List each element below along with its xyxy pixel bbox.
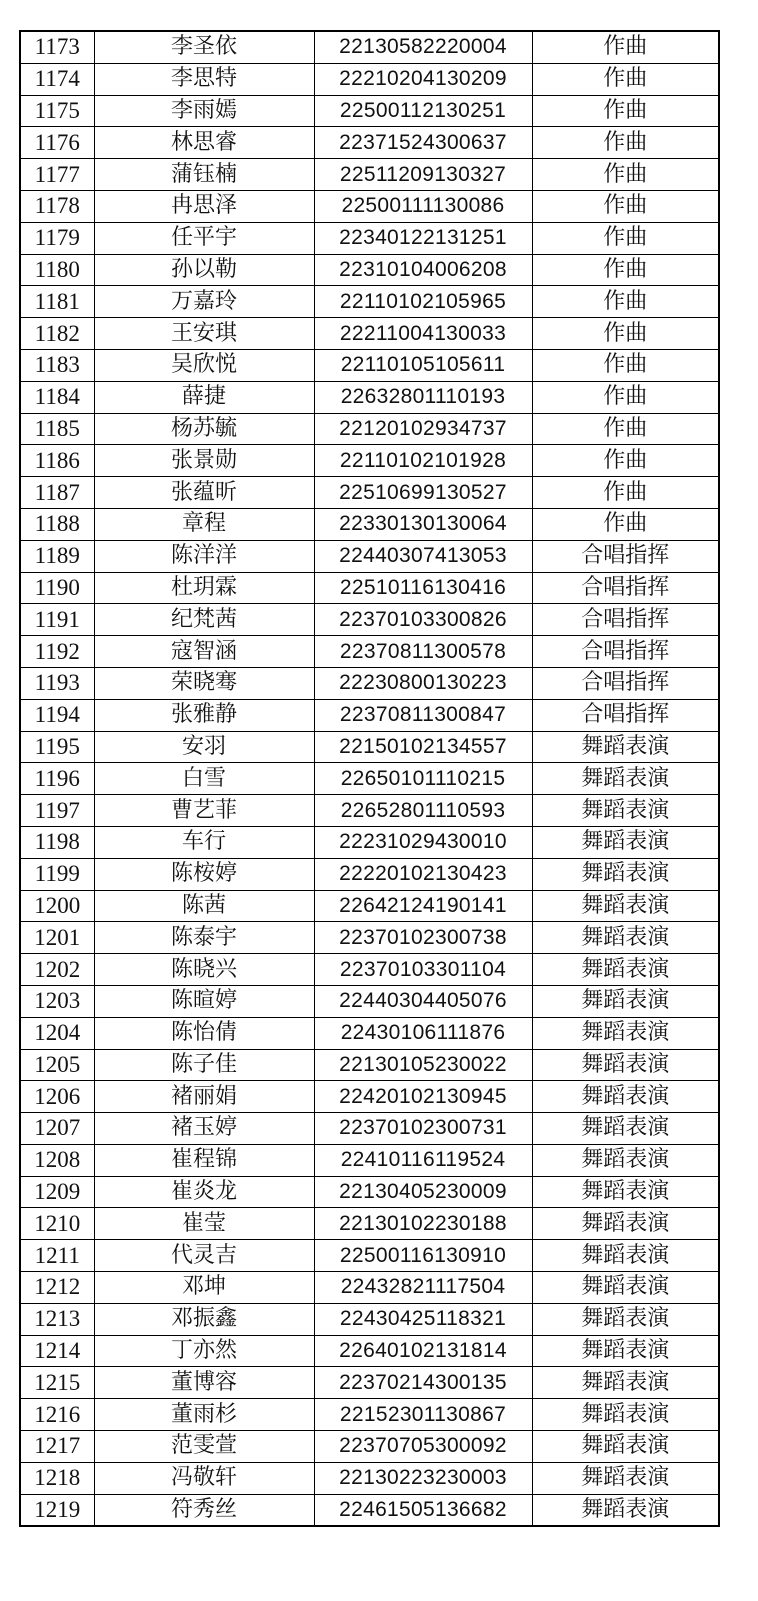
table-row (20, 381, 719, 413)
major-cell: 舞蹈表演 (532, 731, 719, 763)
student-name-cell: 陈暄婷 (94, 985, 314, 1017)
student-name-cell: 陈泰宇 (94, 922, 314, 954)
major-cell: 舞蹈表演 (532, 1494, 719, 1526)
row-number-cell: 1202 (20, 954, 94, 986)
table-row (20, 63, 719, 95)
row-number-cell: 1188 (20, 508, 94, 540)
exam-number-cell: 22310104006208 (314, 254, 532, 286)
table-row (20, 858, 719, 890)
major-cell: 作曲 (532, 477, 719, 509)
row-number-cell: 1200 (20, 890, 94, 922)
table-row (20, 1240, 719, 1272)
student-name-cell: 代灵吉 (94, 1240, 314, 1272)
student-name-cell: 陈茜 (94, 890, 314, 922)
major-cell: 作曲 (532, 508, 719, 540)
table-row (20, 1208, 719, 1240)
student-name-cell: 杜玥霖 (94, 572, 314, 604)
student-name-cell: 白雪 (94, 763, 314, 795)
row-number-cell: 1208 (20, 1144, 94, 1176)
exam-number-cell: 22370102300738 (314, 922, 532, 954)
row-number-cell: 1211 (20, 1240, 94, 1272)
exam-number-cell: 22230800130223 (314, 667, 532, 699)
table-row (20, 540, 719, 572)
table-row (20, 954, 719, 986)
row-number-cell: 1204 (20, 1017, 94, 1049)
table-row (20, 1113, 719, 1145)
student-name-cell: 邓振鑫 (94, 1303, 314, 1335)
major-cell: 作曲 (532, 254, 719, 286)
exam-number-cell: 22211004130033 (314, 318, 532, 350)
table-row (20, 413, 719, 445)
student-name-cell: 吴欣悦 (94, 349, 314, 381)
table-row (20, 318, 719, 350)
exam-number-cell: 22220102130423 (314, 858, 532, 890)
major-cell: 舞蹈表演 (532, 763, 719, 795)
major-cell: 作曲 (532, 349, 719, 381)
table-row (20, 636, 719, 668)
major-cell: 舞蹈表演 (532, 1208, 719, 1240)
exam-number-cell: 22231029430010 (314, 826, 532, 858)
student-name-cell: 张景勋 (94, 445, 314, 477)
major-cell: 舞蹈表演 (532, 858, 719, 890)
major-cell: 作曲 (532, 222, 719, 254)
student-name-cell: 崔程锦 (94, 1144, 314, 1176)
exam-number-cell: 22500111130086 (314, 190, 532, 222)
student-name-cell: 张雅静 (94, 699, 314, 731)
exam-number-cell: 22430425118321 (314, 1303, 532, 1335)
row-number-cell: 1196 (20, 763, 94, 795)
row-number-cell: 1195 (20, 731, 94, 763)
exam-number-cell: 22432821117504 (314, 1272, 532, 1304)
student-name-cell: 车行 (94, 826, 314, 858)
major-cell: 合唱指挥 (532, 667, 719, 699)
major-cell: 舞蹈表演 (532, 1335, 719, 1367)
row-number-cell: 1206 (20, 1081, 94, 1113)
student-name-cell: 褚玉婷 (94, 1113, 314, 1145)
exam-number-cell: 22150102134557 (314, 731, 532, 763)
student-name-cell: 张蕴昕 (94, 477, 314, 509)
student-name-cell: 董雨杉 (94, 1399, 314, 1431)
major-cell: 舞蹈表演 (532, 1144, 719, 1176)
row-number-cell: 1173 (20, 31, 94, 63)
major-cell: 作曲 (532, 31, 719, 63)
student-name-cell: 纪梵茜 (94, 604, 314, 636)
exam-number-cell: 22511209130327 (314, 159, 532, 191)
table-row (20, 1144, 719, 1176)
student-name-cell: 王安琪 (94, 318, 314, 350)
row-number-cell: 1180 (20, 254, 94, 286)
table-row (20, 286, 719, 318)
student-name-cell: 符秀丝 (94, 1494, 314, 1526)
major-cell: 舞蹈表演 (532, 1367, 719, 1399)
major-cell: 合唱指挥 (532, 604, 719, 636)
exam-number-cell: 22642124190141 (314, 890, 532, 922)
row-number-cell: 1198 (20, 826, 94, 858)
row-number-cell: 1182 (20, 318, 94, 350)
table-row (20, 1049, 719, 1081)
row-number-cell: 1213 (20, 1303, 94, 1335)
row-number-cell: 1190 (20, 572, 94, 604)
major-cell: 作曲 (532, 127, 719, 159)
table-row (20, 985, 719, 1017)
table-row (20, 1176, 719, 1208)
table-row (20, 795, 719, 827)
row-number-cell: 1219 (20, 1494, 94, 1526)
exam-number-cell: 22370811300847 (314, 699, 532, 731)
table-row (20, 667, 719, 699)
row-number-cell: 1215 (20, 1367, 94, 1399)
row-number-cell: 1176 (20, 127, 94, 159)
exam-number-cell: 22110102105965 (314, 286, 532, 318)
table-row (20, 95, 719, 127)
exam-number-cell: 22370705300092 (314, 1431, 532, 1463)
major-cell: 作曲 (532, 63, 719, 95)
table-row (20, 1081, 719, 1113)
student-name-cell: 丁亦然 (94, 1335, 314, 1367)
student-name-cell: 冉思泽 (94, 190, 314, 222)
student-name-cell: 万嘉玲 (94, 286, 314, 318)
exam-number-cell: 22420102130945 (314, 1081, 532, 1113)
row-number-cell: 1175 (20, 95, 94, 127)
major-cell: 舞蹈表演 (532, 1176, 719, 1208)
table-row (20, 731, 719, 763)
table-row (20, 1272, 719, 1304)
student-name-cell: 孙以勒 (94, 254, 314, 286)
exam-number-cell: 22510699130527 (314, 477, 532, 509)
table-row (20, 31, 719, 63)
exam-number-cell: 22510116130416 (314, 572, 532, 604)
exam-number-cell: 22370102300731 (314, 1113, 532, 1145)
student-name-cell: 林思睿 (94, 127, 314, 159)
student-name-cell: 邓坤 (94, 1272, 314, 1304)
row-number-cell: 1186 (20, 445, 94, 477)
table-row (20, 477, 719, 509)
major-cell: 舞蹈表演 (532, 985, 719, 1017)
table-row (20, 445, 719, 477)
table-row (20, 508, 719, 540)
major-cell: 舞蹈表演 (532, 922, 719, 954)
major-cell: 舞蹈表演 (532, 1081, 719, 1113)
exam-number-cell: 22210204130209 (314, 63, 532, 95)
row-number-cell: 1177 (20, 159, 94, 191)
exam-number-cell: 22640102131814 (314, 1335, 532, 1367)
major-cell: 作曲 (532, 381, 719, 413)
exam-number-cell: 22370103300826 (314, 604, 532, 636)
table-row (20, 1303, 719, 1335)
exam-number-cell: 22370811300578 (314, 636, 532, 668)
row-number-cell: 1212 (20, 1272, 94, 1304)
row-number-cell: 1207 (20, 1113, 94, 1145)
table-row (20, 572, 719, 604)
table-row (20, 222, 719, 254)
student-name-cell: 薛捷 (94, 381, 314, 413)
exam-number-cell: 22461505136682 (314, 1494, 532, 1526)
exam-number-cell: 22440304405076 (314, 985, 532, 1017)
row-number-cell: 1216 (20, 1399, 94, 1431)
student-name-cell: 陈洋洋 (94, 540, 314, 572)
exam-number-cell: 22340122131251 (314, 222, 532, 254)
row-number-cell: 1203 (20, 985, 94, 1017)
row-number-cell: 1210 (20, 1208, 94, 1240)
table-row (20, 1367, 719, 1399)
row-number-cell: 1194 (20, 699, 94, 731)
exam-number-cell: 22120102934737 (314, 413, 532, 445)
student-name-cell: 崔莹 (94, 1208, 314, 1240)
exam-number-cell: 22110105105611 (314, 349, 532, 381)
major-cell: 作曲 (532, 95, 719, 127)
major-cell: 舞蹈表演 (532, 1113, 719, 1145)
exam-number-cell: 22370214300135 (314, 1367, 532, 1399)
major-cell: 合唱指挥 (532, 572, 719, 604)
row-number-cell: 1214 (20, 1335, 94, 1367)
major-cell: 合唱指挥 (532, 636, 719, 668)
row-number-cell: 1187 (20, 477, 94, 509)
exam-number-cell: 22500112130251 (314, 95, 532, 127)
major-cell: 舞蹈表演 (532, 1399, 719, 1431)
row-number-cell: 1199 (20, 858, 94, 890)
table-row (20, 699, 719, 731)
major-cell: 舞蹈表演 (532, 1017, 719, 1049)
table-row (20, 922, 719, 954)
row-number-cell: 1181 (20, 286, 94, 318)
student-name-cell: 李圣依 (94, 31, 314, 63)
student-name-cell: 章程 (94, 508, 314, 540)
row-number-cell: 1218 (20, 1462, 94, 1494)
table-row (20, 1335, 719, 1367)
table-row (20, 190, 719, 222)
table-row (20, 349, 719, 381)
student-name-cell: 陈子佳 (94, 1049, 314, 1081)
exam-number-cell: 22130582220004 (314, 31, 532, 63)
major-cell: 作曲 (532, 159, 719, 191)
exam-number-cell: 22130102230188 (314, 1208, 532, 1240)
major-cell: 作曲 (532, 190, 719, 222)
row-number-cell: 1185 (20, 413, 94, 445)
student-name-cell: 陈怡倩 (94, 1017, 314, 1049)
major-cell: 作曲 (532, 413, 719, 445)
table-row (20, 1431, 719, 1463)
table-row (20, 763, 719, 795)
student-name-cell: 安羽 (94, 731, 314, 763)
student-name-cell: 荣晓骞 (94, 667, 314, 699)
student-name-cell: 褚丽娟 (94, 1081, 314, 1113)
table-row (20, 159, 719, 191)
row-number-cell: 1197 (20, 795, 94, 827)
row-number-cell: 1205 (20, 1049, 94, 1081)
exam-number-cell: 22430106111876 (314, 1017, 532, 1049)
major-cell: 作曲 (532, 445, 719, 477)
major-cell: 舞蹈表演 (532, 890, 719, 922)
student-name-cell: 李雨嫣 (94, 95, 314, 127)
row-number-cell: 1184 (20, 381, 94, 413)
table-row (20, 254, 719, 286)
exam-number-cell: 22650101110215 (314, 763, 532, 795)
major-cell: 作曲 (532, 286, 719, 318)
student-name-cell: 董博容 (94, 1367, 314, 1399)
exam-number-cell: 22500116130910 (314, 1240, 532, 1272)
exam-number-cell: 22130223230003 (314, 1462, 532, 1494)
exam-number-cell: 22652801110593 (314, 795, 532, 827)
table-row (20, 1462, 719, 1494)
student-name-cell: 李思特 (94, 63, 314, 95)
table-body (20, 31, 719, 1526)
major-cell: 舞蹈表演 (532, 826, 719, 858)
exam-number-cell: 22370103301104 (314, 954, 532, 986)
student-name-cell: 曹艺菲 (94, 795, 314, 827)
row-number-cell: 1189 (20, 540, 94, 572)
table-row (20, 1017, 719, 1049)
student-name-cell: 杨苏毓 (94, 413, 314, 445)
table-row (20, 604, 719, 636)
row-number-cell: 1193 (20, 667, 94, 699)
table-row (20, 1399, 719, 1431)
row-number-cell: 1191 (20, 604, 94, 636)
major-cell: 合唱指挥 (532, 699, 719, 731)
major-cell: 舞蹈表演 (532, 1303, 719, 1335)
student-name-cell: 陈桉婷 (94, 858, 314, 890)
exam-number-cell: 22410116119524 (314, 1144, 532, 1176)
row-number-cell: 1192 (20, 636, 94, 668)
exam-number-cell: 22330130130064 (314, 508, 532, 540)
row-number-cell: 1183 (20, 349, 94, 381)
student-name-cell: 冯敬轩 (94, 1462, 314, 1494)
major-cell: 舞蹈表演 (532, 1431, 719, 1463)
student-list-table (19, 30, 720, 1527)
row-number-cell: 1217 (20, 1431, 94, 1463)
table-row (20, 1494, 719, 1526)
student-name-cell: 蒲钰楠 (94, 159, 314, 191)
major-cell: 作曲 (532, 318, 719, 350)
row-number-cell: 1174 (20, 63, 94, 95)
row-number-cell: 1179 (20, 222, 94, 254)
row-number-cell: 1209 (20, 1176, 94, 1208)
table-row (20, 890, 719, 922)
exam-number-cell: 22152301130867 (314, 1399, 532, 1431)
row-number-cell: 1201 (20, 922, 94, 954)
exam-number-cell: 22440307413053 (314, 540, 532, 572)
major-cell: 合唱指挥 (532, 540, 719, 572)
major-cell: 舞蹈表演 (532, 1462, 719, 1494)
row-number-cell: 1178 (20, 190, 94, 222)
major-cell: 舞蹈表演 (532, 1272, 719, 1304)
exam-number-cell: 22130105230022 (314, 1049, 532, 1081)
major-cell: 舞蹈表演 (532, 1240, 719, 1272)
student-name-cell: 崔炎龙 (94, 1176, 314, 1208)
major-cell: 舞蹈表演 (532, 1049, 719, 1081)
student-name-cell: 任平宇 (94, 222, 314, 254)
exam-number-cell: 22632801110193 (314, 381, 532, 413)
major-cell: 舞蹈表演 (532, 954, 719, 986)
exam-number-cell: 22110102101928 (314, 445, 532, 477)
major-cell: 舞蹈表演 (532, 795, 719, 827)
table-row (20, 127, 719, 159)
student-name-cell: 范雯萱 (94, 1431, 314, 1463)
exam-number-cell: 22130405230009 (314, 1176, 532, 1208)
student-name-cell: 陈晓兴 (94, 954, 314, 986)
exam-number-cell: 22371524300637 (314, 127, 532, 159)
table-row (20, 826, 719, 858)
student-name-cell: 寇智涵 (94, 636, 314, 668)
